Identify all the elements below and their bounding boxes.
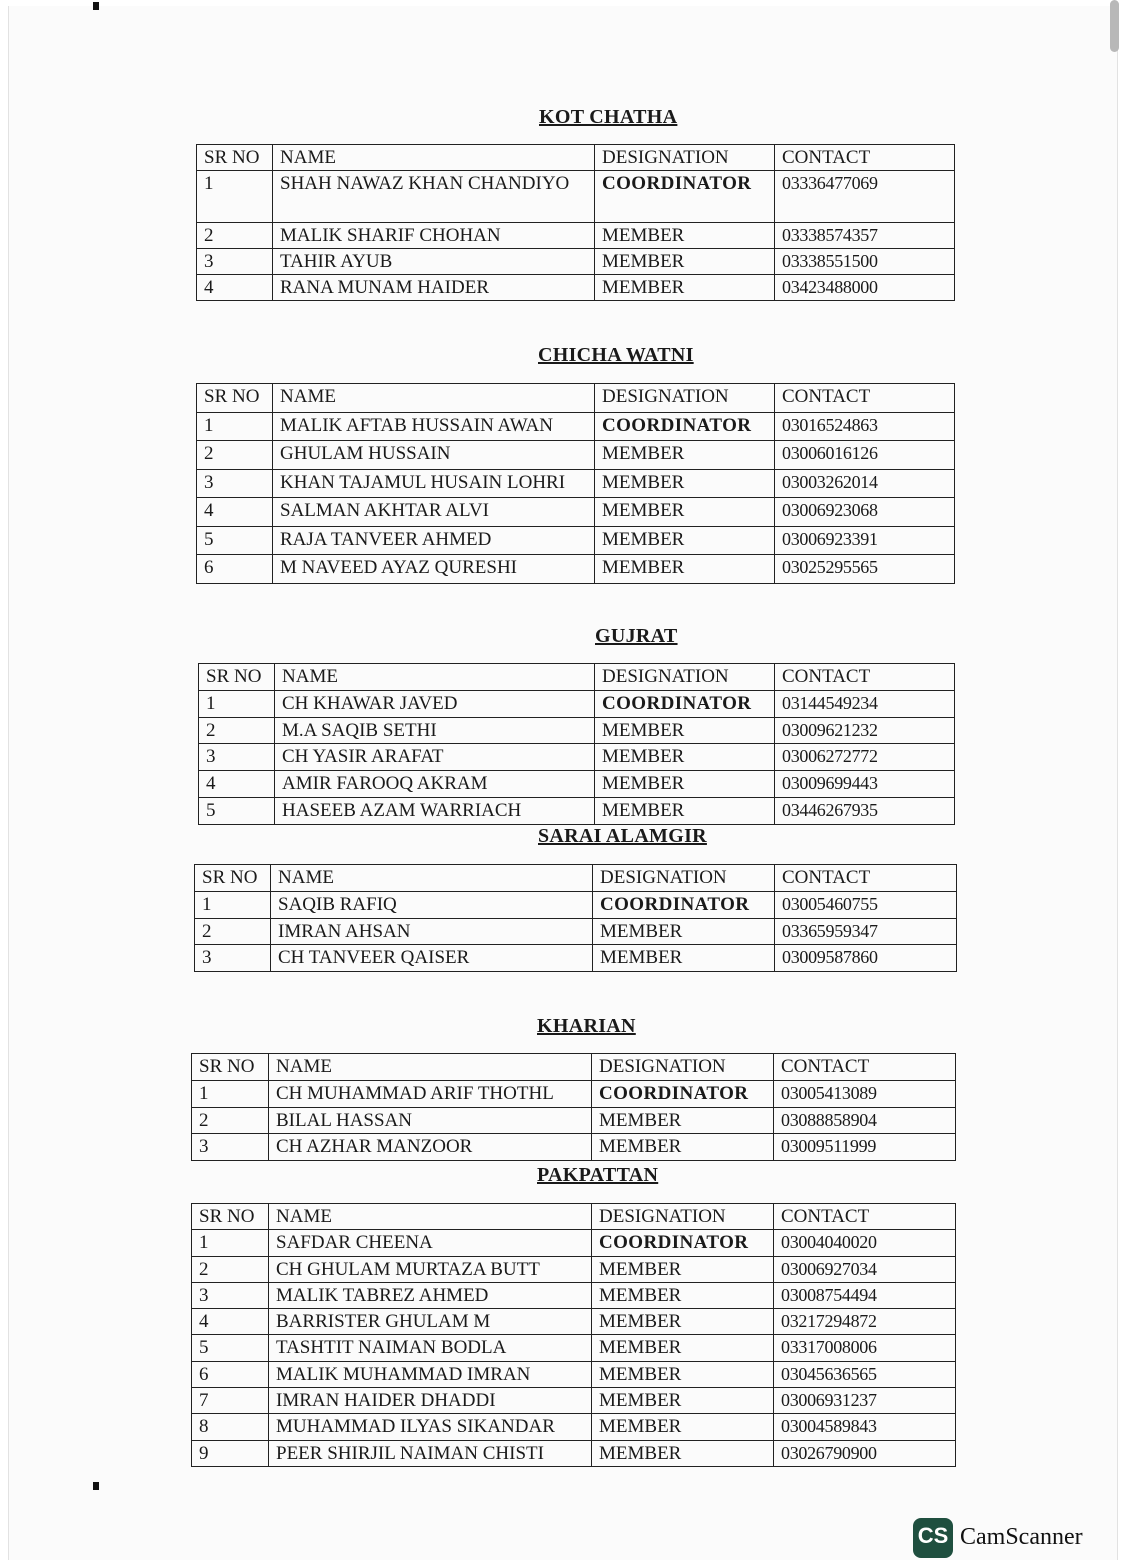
cell-contact: 03423488000: [775, 275, 955, 301]
cell-designation: COORDINATOR: [593, 891, 775, 918]
cell-name: PEER SHIRJIL NAIMAN CHISTI: [269, 1440, 592, 1466]
cell-sr-no: 1: [195, 891, 271, 918]
scrollbar[interactable]: [1110, 0, 1119, 52]
cell-name: CH AZHAR MANZOOR: [269, 1134, 592, 1161]
cell-designation: COORDINATOR: [595, 171, 775, 223]
cell-sr-no: 3: [199, 744, 275, 771]
cell-designation: MEMBER: [595, 223, 775, 249]
cell-sr-no: 6: [197, 555, 273, 584]
table-row: [195, 945, 957, 972]
committee-table: [191, 1053, 956, 1161]
cell-designation: MEMBER: [593, 945, 775, 972]
table-row: [197, 223, 955, 249]
cell-sr-no: 5: [192, 1335, 269, 1361]
header-row: [192, 1054, 956, 1081]
cell-sr-no: 2: [197, 441, 273, 470]
committee-table: [196, 383, 955, 584]
cell-contact: 03016524863: [775, 412, 955, 441]
cell-contact: 03009587860: [775, 945, 957, 972]
cell-sr-no: 2: [192, 1107, 269, 1134]
header-name: NAME: [275, 664, 595, 691]
cell-contact: 03005413089: [774, 1080, 956, 1107]
table-row: [192, 1256, 956, 1282]
cell-contact: 03144549234: [775, 690, 955, 717]
cell-contact: 03365959347: [775, 918, 957, 945]
cell-designation: MEMBER: [592, 1361, 774, 1387]
cell-name: BARRISTER GHULAM M: [269, 1309, 592, 1335]
cell-name: AMIR FAROOQ AKRAM: [275, 771, 595, 798]
cell-designation: MEMBER: [595, 797, 775, 824]
cell-contact: 03006272772: [775, 744, 955, 771]
header-name: NAME: [273, 145, 595, 171]
section-heading: KOT CHATHA: [539, 106, 678, 128]
cell-designation: COORDINATOR: [592, 1230, 774, 1256]
header-contact: CONTACT: [775, 865, 957, 892]
cell-name: M.A SAQIB SETHI: [275, 717, 595, 744]
cell-sr-no: 1: [197, 412, 273, 441]
header-row: [197, 384, 955, 413]
cell-contact: 03338574357: [775, 223, 955, 249]
cell-designation: MEMBER: [595, 555, 775, 584]
cell-contact: 03005460755: [775, 891, 957, 918]
cell-sr-no: 4: [197, 498, 273, 527]
cell-name: CH GHULAM MURTAZA BUTT: [269, 1256, 592, 1282]
header-contact: CONTACT: [775, 664, 955, 691]
cell-name: CH MUHAMMAD ARIF THOTHL: [269, 1080, 592, 1107]
cell-contact: 03006923391: [775, 526, 955, 555]
cell-designation: MEMBER: [592, 1309, 774, 1335]
section-heading: KHARIAN: [537, 1015, 636, 1037]
cell-name: RAJA TANVEER AHMED: [273, 526, 595, 555]
table-row: [195, 891, 957, 918]
corner-mark-top: [93, 2, 99, 10]
table-row: [192, 1080, 956, 1107]
cell-designation: MEMBER: [592, 1256, 774, 1282]
header-name: NAME: [271, 865, 593, 892]
cell-name: SALMAN AKHTAR ALVI: [273, 498, 595, 527]
cell-designation: MEMBER: [595, 441, 775, 470]
cell-sr-no: 6: [192, 1361, 269, 1387]
cell-contact: 03008754494: [774, 1282, 956, 1308]
cell-designation: MEMBER: [592, 1282, 774, 1308]
cell-designation: MEMBER: [595, 744, 775, 771]
committee-table: [198, 663, 955, 825]
header-designation: DESIGNATION: [593, 865, 775, 892]
header-name: NAME: [273, 384, 595, 413]
cell-designation: COORDINATOR: [592, 1080, 774, 1107]
cell-designation: MEMBER: [595, 275, 775, 301]
cell-sr-no: 3: [197, 249, 273, 275]
cell-contact: 03446267935: [775, 797, 955, 824]
cell-contact: 03009621232: [775, 717, 955, 744]
table-row: [192, 1230, 956, 1256]
cell-name: SAQIB RAFIQ: [271, 891, 593, 918]
cell-designation: MEMBER: [592, 1107, 774, 1134]
cell-contact: 03025295565: [775, 555, 955, 584]
section-heading: CHICHA WATNI: [538, 344, 694, 366]
cell-contact: 03336477069: [775, 171, 955, 223]
cell-sr-no: 2: [192, 1256, 269, 1282]
header-sr-no: SR NO: [192, 1054, 269, 1081]
table-row: [197, 412, 955, 441]
table-row: [192, 1309, 956, 1335]
cell-contact: 03004040020: [774, 1230, 956, 1256]
table-row: [199, 717, 955, 744]
table-row: [197, 498, 955, 527]
table-row: [197, 469, 955, 498]
table-row: [192, 1388, 956, 1414]
cell-sr-no: 9: [192, 1440, 269, 1466]
header-contact: CONTACT: [775, 145, 955, 171]
committee-table: [191, 1203, 956, 1467]
table-row: [197, 526, 955, 555]
cell-sr-no: 3: [197, 469, 273, 498]
cell-name: SHAH NAWAZ KHAN CHANDIYO: [273, 171, 595, 223]
cell-contact: 03009699443: [775, 771, 955, 798]
cell-contact: 03317008006: [774, 1335, 956, 1361]
header-contact: CONTACT: [774, 1204, 956, 1230]
table-row: [199, 771, 955, 798]
cell-contact: 03006931237: [774, 1388, 956, 1414]
header-row: [199, 664, 955, 691]
committee-table: [194, 864, 957, 972]
header-sr-no: SR NO: [195, 865, 271, 892]
committee-table: [196, 144, 955, 301]
cell-designation: MEMBER: [592, 1335, 774, 1361]
camscanner-logo: CS: [913, 1518, 953, 1558]
table-row: [197, 275, 955, 301]
cell-contact: 03338551500: [775, 249, 955, 275]
table-row: [192, 1107, 956, 1134]
header-name: NAME: [269, 1054, 592, 1081]
table-row: [197, 171, 955, 223]
cell-designation: MEMBER: [593, 918, 775, 945]
header-sr-no: SR NO: [197, 145, 273, 171]
header-contact: CONTACT: [775, 384, 955, 413]
cell-name: BILAL HASSAN: [269, 1107, 592, 1134]
header-designation: DESIGNATION: [595, 145, 775, 171]
cell-sr-no: 4: [199, 771, 275, 798]
cell-name: MALIK MUHAMMAD IMRAN: [269, 1361, 592, 1387]
table-row: [192, 1335, 956, 1361]
cell-name: CH TANVEER QAISER: [271, 945, 593, 972]
cell-contact: 03088858904: [774, 1107, 956, 1134]
header-name: NAME: [269, 1204, 592, 1230]
cell-name: KHAN TAJAMUL HUSAIN LOHRI: [273, 469, 595, 498]
table-row: [195, 918, 957, 945]
cell-designation: MEMBER: [595, 498, 775, 527]
table-row: [197, 441, 955, 470]
cell-name: SAFDAR CHEENA: [269, 1230, 592, 1256]
table-row: [192, 1134, 956, 1161]
cell-sr-no: 1: [197, 171, 273, 223]
cell-name: MALIK TABREZ AHMED: [269, 1282, 592, 1308]
header-row: [192, 1204, 956, 1230]
header-contact: CONTACT: [774, 1054, 956, 1081]
cell-sr-no: 3: [195, 945, 271, 972]
cell-sr-no: 3: [192, 1282, 269, 1308]
header-designation: DESIGNATION: [595, 384, 775, 413]
cell-sr-no: 2: [197, 223, 273, 249]
cell-designation: MEMBER: [592, 1440, 774, 1466]
cell-designation: MEMBER: [595, 526, 775, 555]
cell-sr-no: 2: [195, 918, 271, 945]
header-sr-no: SR NO: [192, 1204, 269, 1230]
cell-designation: MEMBER: [595, 717, 775, 744]
corner-mark-bottom: [93, 1482, 99, 1490]
cell-name: M NAVEED AYAZ QURESHI: [273, 555, 595, 584]
table-row: [192, 1440, 956, 1466]
header-designation: DESIGNATION: [592, 1204, 774, 1230]
cell-name: TAHIR AYUB: [273, 249, 595, 275]
table-row: [199, 744, 955, 771]
table-row: [192, 1361, 956, 1387]
header-sr-no: SR NO: [197, 384, 273, 413]
cell-sr-no: 4: [192, 1309, 269, 1335]
section-heading: PAKPATTAN: [537, 1164, 659, 1186]
cell-designation: MEMBER: [592, 1414, 774, 1440]
table-row: [197, 555, 955, 584]
cell-name: MALIK SHARIF CHOHAN: [273, 223, 595, 249]
cell-name: MUHAMMAD ILYAS SIKANDAR: [269, 1414, 592, 1440]
header-designation: DESIGNATION: [592, 1054, 774, 1081]
cell-sr-no: 1: [192, 1230, 269, 1256]
cell-designation: COORDINATOR: [595, 412, 775, 441]
cell-contact: 03003262014: [775, 469, 955, 498]
table-row: [192, 1282, 956, 1308]
cell-name: CH KHAWAR JAVED: [275, 690, 595, 717]
cell-sr-no: 5: [199, 797, 275, 824]
cell-sr-no: 1: [192, 1080, 269, 1107]
cell-sr-no: 7: [192, 1388, 269, 1414]
cell-name: IMRAN AHSAN: [271, 918, 593, 945]
cell-designation: MEMBER: [595, 469, 775, 498]
cell-name: MALIK AFTAB HUSSAIN AWAN: [273, 412, 595, 441]
table-row: [192, 1414, 956, 1440]
header-row: [197, 145, 955, 171]
camscanner-watermark: CamScanner: [960, 1524, 1083, 1550]
cell-contact: 03006016126: [775, 441, 955, 470]
header-designation: DESIGNATION: [595, 664, 775, 691]
section-heading: GUJRAT: [595, 625, 678, 647]
cell-name: GHULAM HUSSAIN: [273, 441, 595, 470]
cell-name: IMRAN HAIDER DHADDI: [269, 1388, 592, 1414]
cell-sr-no: 3: [192, 1134, 269, 1161]
cell-name: CH YASIR ARAFAT: [275, 744, 595, 771]
cell-name: HASEEB AZAM WARRIACH: [275, 797, 595, 824]
cell-sr-no: 1: [199, 690, 275, 717]
cell-designation: COORDINATOR: [595, 690, 775, 717]
header-sr-no: SR NO: [199, 664, 275, 691]
cell-name: RANA MUNAM HAIDER: [273, 275, 595, 301]
cell-designation: MEMBER: [592, 1134, 774, 1161]
cell-sr-no: 4: [197, 275, 273, 301]
cell-sr-no: 5: [197, 526, 273, 555]
cell-designation: MEMBER: [595, 771, 775, 798]
table-row: [197, 249, 955, 275]
table-row: [199, 690, 955, 717]
cell-contact: 03006927034: [774, 1256, 956, 1282]
header-row: [195, 865, 957, 892]
cell-contact: 03026790900: [774, 1440, 956, 1466]
cell-contact: 03004589843: [774, 1414, 956, 1440]
table-row: [199, 797, 955, 824]
cell-designation: MEMBER: [592, 1388, 774, 1414]
cell-contact: 03009511999: [774, 1134, 956, 1161]
cell-contact: 03045636565: [774, 1361, 956, 1387]
section-heading: SARAI ALAMGIR: [538, 825, 707, 847]
cell-name: TASHTIT NAIMAN BODLA: [269, 1335, 592, 1361]
cell-designation: MEMBER: [595, 249, 775, 275]
cell-contact: 03006923068: [775, 498, 955, 527]
cell-sr-no: 2: [199, 717, 275, 744]
cell-sr-no: 8: [192, 1414, 269, 1440]
cell-contact: 03217294872: [774, 1309, 956, 1335]
